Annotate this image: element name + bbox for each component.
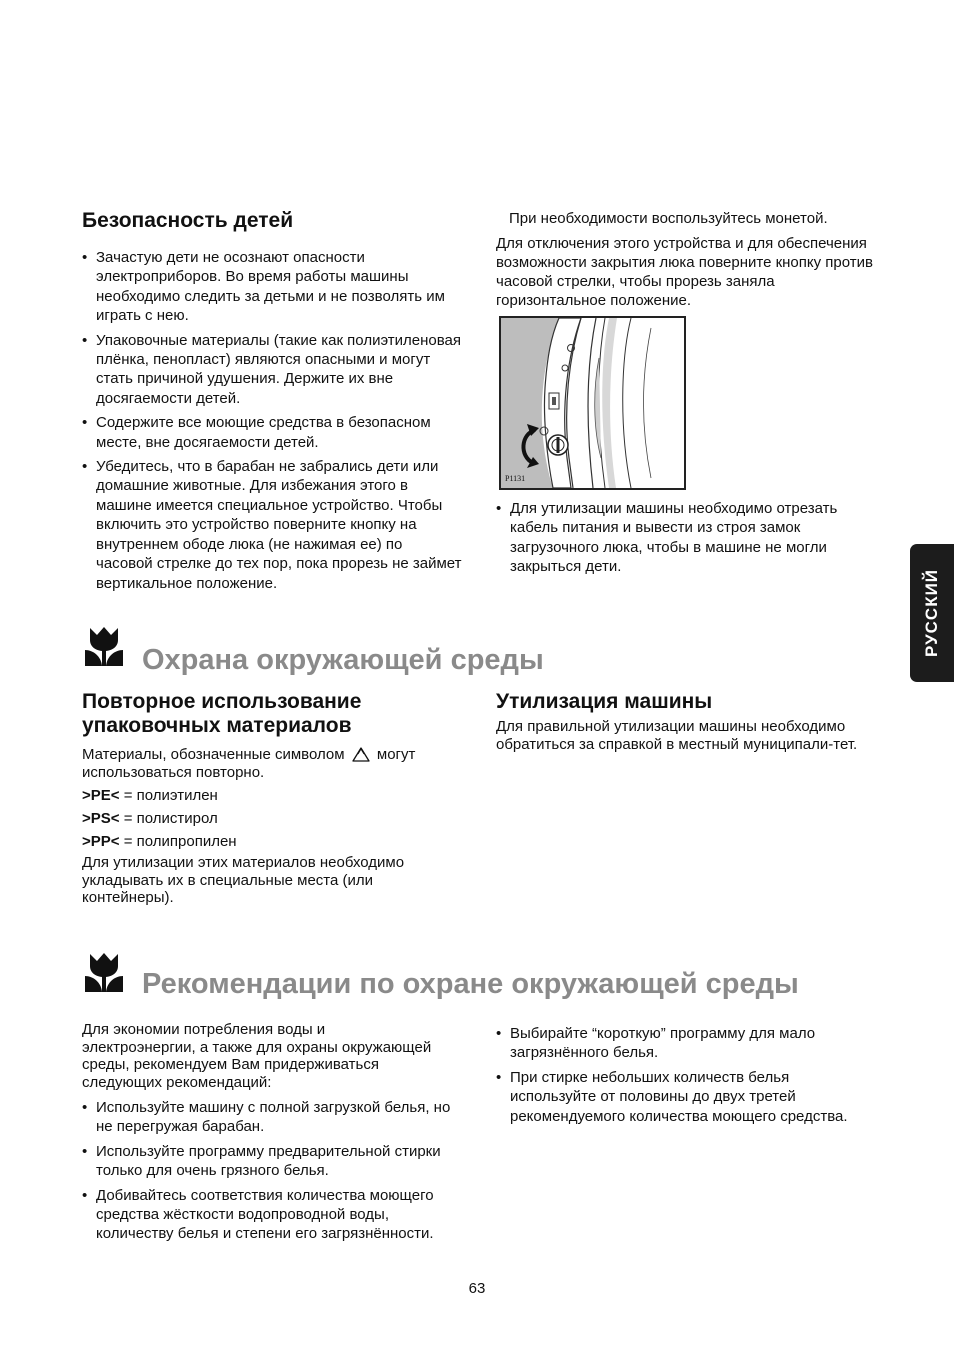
recycle-icon (351, 746, 371, 764)
list-item: • Для утилизации машины необходимо отрезать кабель питания и вывести из строя замок загрузочного люка, чтобы в машине не могли закрыться дети. (496, 499, 876, 577)
code-desc: = полипропилен (119, 833, 237, 850)
code-label: >PS< (82, 810, 120, 827)
code-ps (82, 809, 218, 828)
list-item: • Убедитесь, что в барабан не забрались дети или домашние животные. Для избежания этого в машине имеется специальное устройство. Чтобы включить это устройство поверните кнопку на внутреннем ободе люка (не нажимая ее) по часовой стрелке до тех пор, пока прорезь не займет вертикальное положение. (82, 457, 462, 593)
coin-note: При необходимости воспользуйтесь монетой. (509, 210, 828, 227)
code-desc: = полиэтилен (119, 787, 218, 804)
door-lock-figure (499, 316, 686, 490)
disposal-safety-list (496, 499, 876, 577)
language-tab-label: РУССКИЙ (922, 568, 941, 658)
list-item: • Зачастую дети не осознают опасности электроприборов. Во время работы машины необходимо следить за детьми и не позволять им играть с нею. (82, 248, 462, 326)
code-pe (82, 786, 218, 805)
recommendations-list-right (496, 1024, 856, 1126)
language-tab (910, 544, 954, 682)
reuse-intro-end: могут использоваться повторно. (82, 746, 416, 781)
disable-device-text: Для отключения этого устройства и для обеспечения возможности закрытия люка поверните кнопку против часовой стрелки, чтобы прорезь заняла горизонтальное положение. (496, 235, 873, 309)
list-item: • Выбирайте “короткую” программу для мало загрязнённого белья. (496, 1024, 856, 1063)
code-label: >PP< (82, 833, 120, 850)
list-item: • Используйте программу предварительной стирки только для очень грязного белья. (82, 1142, 454, 1181)
disposal-text: Для правильной утилизации машины необходимо обратиться за справкой в местный муниципали-тет. (496, 718, 858, 753)
list-item: • Добивайтесь соответствия количества моющего средства жёсткости водопроводной воды, количеству белья и степени его загрязнённости. (82, 1186, 454, 1244)
door-illustration (501, 318, 684, 488)
child-safety-heading: Безопасность детей (82, 209, 294, 232)
recommendations-list-left (82, 1098, 454, 1244)
recommendations-title: Рекомендации по охране окружающей среды (142, 968, 799, 1000)
figure-label: P1131 (505, 474, 526, 483)
tulip-icon (84, 626, 124, 668)
list-item: • Содержите все моющие средства в безопасном месте, вне досягаемости детей. (82, 413, 462, 452)
disposal-heading: Утилизация машины (496, 690, 713, 713)
reuse-heading: Повторное использование упаковочных материалов (82, 690, 362, 737)
list-item: • Упаковочные материалы (такие как полиэтиленовая плёнка, пенопласт) являются опасными и могут стать причиной удушения. Держите их вне досягаемости детей. (82, 331, 462, 409)
child-safety-list (82, 248, 462, 593)
reuse-intro (82, 746, 462, 781)
code-desc: = полистирол (119, 810, 218, 827)
list-item: • Используйте машину с полной загрузкой белья, но не перегружая барабан. (82, 1098, 454, 1137)
environment-title: Охрана окружающей среды (142, 644, 544, 676)
reuse-outro: Для утилизации этих материалов необходимо укладывать их в специальные места (или контейнеры). (82, 854, 405, 906)
code-pp (82, 832, 237, 851)
code-label: >PE< (82, 787, 120, 804)
tulip-icon (84, 952, 124, 994)
reuse-intro-start: Материалы, обозначенные символом (82, 746, 345, 763)
page-number: 63 (468, 1280, 486, 1297)
list-item: • При стирке небольших количеств белья используйте от половины до двух третей рекомендуемого количества моющего средства. (496, 1068, 856, 1126)
recommendations-intro: Для экономии потребления воды и электроэнергии, а также для охраны окружающей среды, рекомендуем Вам придерживаться следующих рекомендаций: (82, 1021, 432, 1091)
